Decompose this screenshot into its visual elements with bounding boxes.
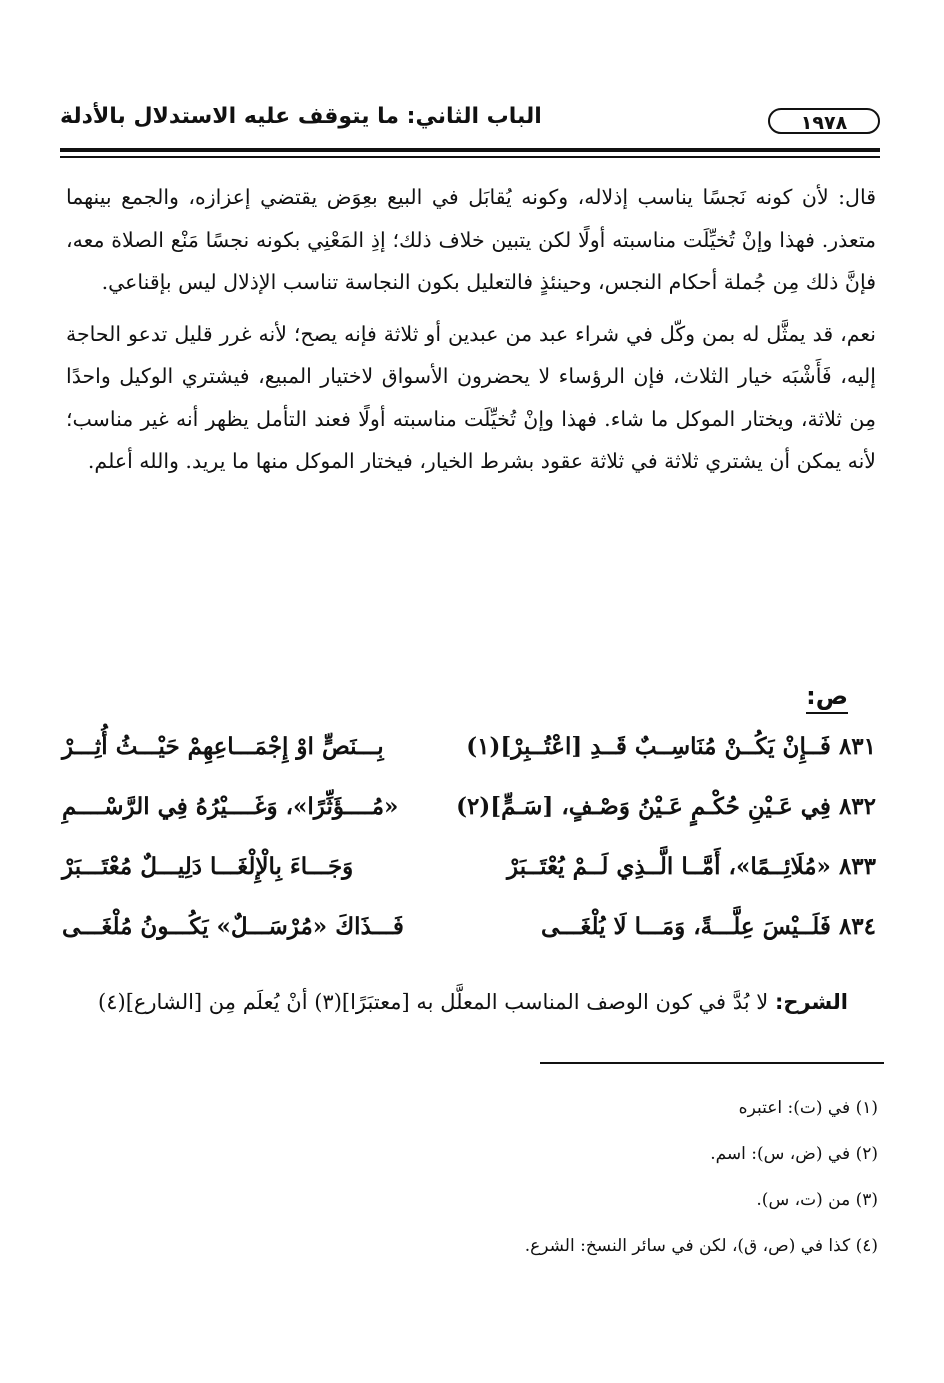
commentary-text: لا بُدَّ في كون الوصف المناسب المعلَّل به [معتبَرًا](٣) أنْ يُعلَم مِن [الشارع](٤) bbox=[98, 990, 769, 1014]
commentary-line bbox=[98, 990, 848, 1014]
verse-second-hemistich: بِـــنَصٍّ اوْ إِجْمَـــاعِهِمْ حَيْـــثُ أُثِـــرْ bbox=[62, 733, 384, 760]
verse-line bbox=[62, 733, 876, 793]
verse-first-hemistich: ٨٣٣ «مُلَائِــمًا»، أَمَّــا الَّــذِي لَــمْ يُعْتَــبَرْ bbox=[507, 853, 876, 880]
header-rule-thin bbox=[60, 156, 880, 158]
section-mark: ص: bbox=[806, 682, 848, 714]
page-number: ١٩٧٨ bbox=[768, 108, 880, 134]
footnote-separator bbox=[540, 1062, 884, 1064]
commentary-label: الشرح: bbox=[774, 990, 848, 1014]
verse-line bbox=[62, 853, 876, 913]
paragraph: قال: لأن كونه نَجسًا يناسب إذلاله، وكونه يُقابَل في البيع بعِوَض يقتضي إعزازه، والجمع بينهما متعذر. فهذا وإنْ تُخيِّلَت مناسبته أولًا لكن يتبين خلاف ذلك؛ إذِ المَعْنِي بكونه نجسًا مَنْع الصلاة معه، فإنَّ ذلك مِن جُملة أحكام النجس، وحينئذٍ فالتعليل بكون النجاسة تناسب الإذلال ليس بإقناعي. bbox=[66, 185, 876, 294]
paragraph: نعم، قد يمثَّل له بمن وكّل في شراء عبد من عبدين أو ثلاثة فإنه يصح؛ لأنه غرر قليل تدعو الحاجة إليه، فَأَشْبَه خيار الثلاث، فإن الرؤساء لا يحضرون الأسواق لاختيار المبيع، فيشتري الوكيل واحدًا مِن ثلاثة، ويختار الموكل ما شاء. فهذا وإنْ تُخيِّلَت مناسبته أولًا فعند التأمل يظهر أنه غير مناسب؛ لأنه يمكن أن يشتري ثلاثة في ثلاثة عقود بشرط الخيار، فيختار الموكل منها ما يريد. والله أعلم. bbox=[66, 321, 876, 473]
verse-block bbox=[62, 733, 876, 973]
header-rule-thick bbox=[60, 148, 880, 152]
footnote: (٢) في (ض، س): اسم. bbox=[710, 1144, 878, 1164]
footnotes bbox=[525, 1096, 878, 1280]
verse-second-hemistich: فَـــذَاكَ «مُرْسَـــلٌ» يَكُـــونُ مُلْغَـــى bbox=[62, 913, 404, 940]
verse-second-hemistich: وَجَـــاءَ بِالْإِلْغَـــا دَلِيـــلٌ مُعْتَـــبَرْ bbox=[62, 853, 354, 880]
main-text bbox=[66, 176, 876, 492]
verse-second-hemistich: «مُــــؤَثِّرًا»، وَغَــــيْرُهُ فِي الرَّسْــــمِ bbox=[62, 793, 399, 820]
verse-first-hemistich: ٨٣٤ فَلَــيْسَ عِلَّـــةً، وَمَـــا لَا يُلْغَـــى bbox=[540, 913, 876, 940]
verse-first-hemistich: ٨٣٢ فِي عَـيْنِ حُكْـمٍ عَـيْنُ وَصْـفٍ، [سَـمٍّ](٢) bbox=[456, 793, 876, 820]
footnote: (٤) كذا في (ص، ق)، لكن في سائر النسخ: الشرع. bbox=[524, 1236, 878, 1256]
footnote: (٣) من (ت، س). bbox=[756, 1190, 878, 1210]
footnote: (١) في (ت): اعتبره bbox=[738, 1098, 878, 1118]
verse-line bbox=[62, 793, 876, 853]
verse-line bbox=[62, 913, 876, 973]
verse-first-hemistich: ٨٣١ فَــإِنْ يَكُــنْ مُنَاسِــبٌ قَــدِ [اعْتُــبِرْ](١) bbox=[466, 733, 876, 760]
page-header bbox=[60, 100, 880, 144]
running-title: الباب الثاني: ما يتوقف عليه الاستدلال بالأدلة bbox=[60, 104, 542, 129]
